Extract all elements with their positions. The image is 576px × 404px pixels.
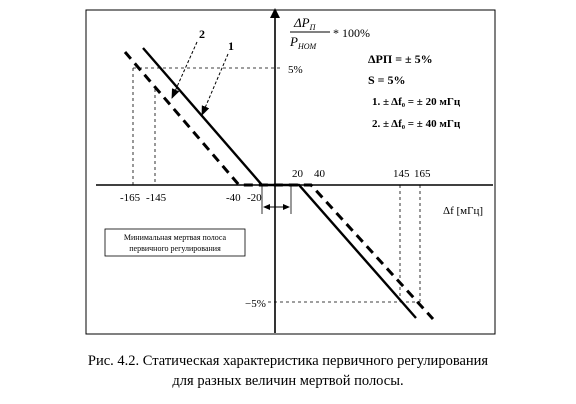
x-tick-m40: -40	[226, 192, 241, 204]
param-droop: S = 5%	[368, 73, 406, 87]
x-tick-p145: 145	[393, 168, 410, 180]
curve-2-leader	[172, 42, 197, 98]
param-deadband-1: 1. ± Δf₀ = ± 20 мГц	[372, 96, 461, 108]
note-line-1: Минимальная мертвая полоса	[123, 233, 227, 242]
x-axis-label: Δf [мГц]	[443, 205, 484, 217]
figure-frame	[86, 10, 495, 334]
param-delta-p: ΔPП = ± 5%	[368, 52, 433, 66]
y-tick-neg: −5%	[245, 298, 266, 310]
curve-1-label: 1	[228, 39, 234, 53]
y-tick-pos: 5%	[288, 64, 303, 76]
caption-line-1: Рис. 4.2. Статическая характеристика первичного регулирования	[87, 353, 489, 369]
y-label-numerator: $\Delta P_П$	[294, 15, 316, 32]
deadband-arrow-left	[263, 204, 270, 210]
curve-1-leader	[202, 54, 228, 115]
param-deadband-2: 2. ± Δf₀ = ± 40 мГц	[372, 118, 461, 130]
y-label-suffix: * 100%	[333, 26, 370, 40]
y-label-denominator: $P_{НОМ}$	[290, 34, 317, 51]
x-tick-p165: 165	[414, 168, 431, 180]
x-tick-m145: -145	[146, 192, 167, 204]
curve-1-line	[143, 48, 416, 318]
x-tick-p40: 40	[314, 168, 325, 180]
x-tick-p20: 20	[292, 168, 303, 180]
caption-line-2: для разных величин мертвой полосы.	[172, 373, 404, 389]
deadband-arrow-right	[283, 204, 290, 210]
note-line-2: первичного регулирования	[129, 244, 221, 253]
x-tick-m20: -20	[247, 192, 262, 204]
curve-2-label: 2	[199, 27, 205, 41]
x-tick-m165: -165	[120, 192, 141, 204]
